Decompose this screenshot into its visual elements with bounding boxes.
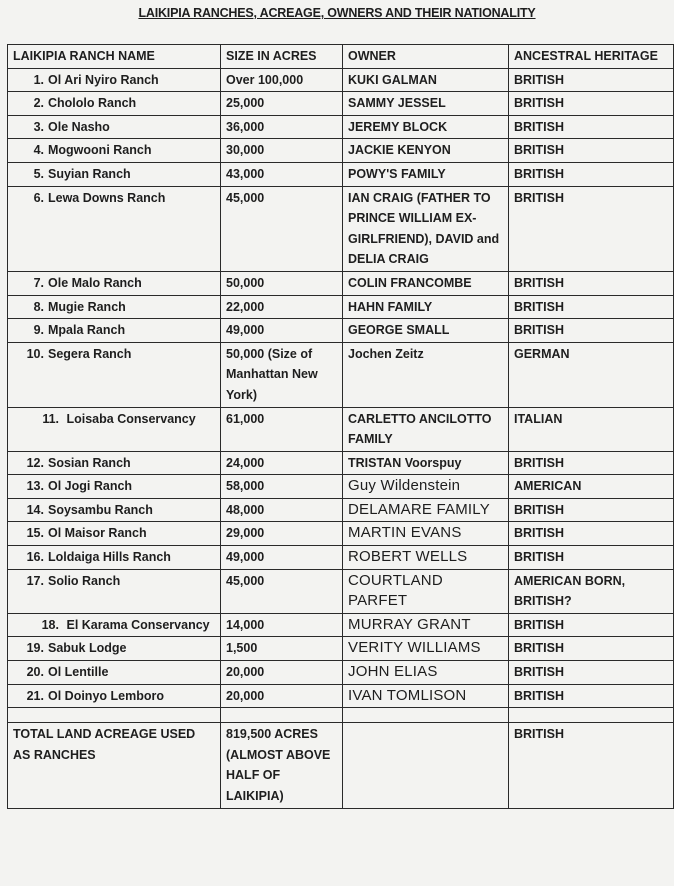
ranch-name-cell: 18. El Karama Conservancy [8,613,221,637]
header-size: SIZE IN ACRES [221,45,343,69]
ranch-name-cell: 13. Ol Jogi Ranch [8,475,221,499]
heritage-cell: GERMAN [509,342,674,407]
ranch-name-cell: 6. Lewa Downs Ranch [8,186,221,271]
size-cell: 49,000 [221,319,343,343]
heritage-cell: BRITISH [509,271,674,295]
table-row [8,569,674,613]
size-cell: 58,000 [221,475,343,499]
size-cell: 43,000 [221,162,343,186]
table-row [8,162,674,186]
size-cell: 20,000 [221,661,343,685]
owner-cell: ROBERT WELLS [343,546,509,570]
heritage-cell: BRITISH [509,451,674,475]
table-row [8,637,674,661]
table-row [8,546,674,570]
size-cell: 14,000 [221,613,343,637]
table-row [8,139,674,163]
owner-cell: COURTLAND PARFET [343,569,509,613]
heritage-cell: BRITISH [509,684,674,708]
owner-cell: HAHN FAMILY [343,295,509,319]
heritage-cell: BRITISH [509,319,674,343]
table-row [8,475,674,499]
owner-cell: VERITY WILLIAMS [343,637,509,661]
ranch-name-cell: 9. Mpala Ranch [8,319,221,343]
table-row [8,498,674,522]
table-row [8,613,674,637]
owner-cell: CARLETTO ANCILOTTO FAMILY [343,407,509,451]
table-row [8,342,674,407]
ranch-name-cell: 14. Soysambu Ranch [8,498,221,522]
owner-cell: COLIN FRANCOMBE [343,271,509,295]
size-cell: 49,000 [221,546,343,570]
table-row [8,92,674,116]
ranch-name-cell: 20. Ol Lentille [8,661,221,685]
owner-cell: Guy Wildenstein [343,475,509,499]
owner-cell: JACKIE KENYON [343,139,509,163]
table-row [8,319,674,343]
ranch-name-cell: 16. Loldaiga Hills Ranch [8,546,221,570]
table-row [8,407,674,451]
size-cell: 20,000 [221,684,343,708]
table-row [8,522,674,546]
heritage-cell: BRITISH [509,295,674,319]
ranch-name-cell: 17. Solio Ranch [8,569,221,613]
owner-cell: TRISTAN Voorspuy [343,451,509,475]
ranch-name-cell: 5. Suyian Ranch [8,162,221,186]
owner-cell: SAMMY JESSEL [343,92,509,116]
table-row [8,186,674,271]
table-row [8,661,674,685]
owner-cell: IVAN TOMLISON [343,684,509,708]
header-row [8,45,674,69]
ranch-name-cell: 12. Sosian Ranch [8,451,221,475]
heritage-cell: BRITISH [509,115,674,139]
owner-cell: POWY'S FAMILY [343,162,509,186]
header-ranch-name: LAIKIPIA RANCH NAME [8,45,221,69]
total-size: 819,500 ACRES (ALMOST ABOVE HALF OF LAIKIPIA) [221,723,343,808]
total-label: TOTAL LAND ACREAGE USED AS RANCHES [8,723,221,808]
ranch-name-cell: 19. Sabuk Lodge [8,637,221,661]
owner-cell: KUKI GALMAN [343,68,509,92]
owner-cell: JEREMY BLOCK [343,115,509,139]
size-cell: Over 100,000 [221,68,343,92]
owner-cell: IAN CRAIG (FATHER TO PRINCE WILLIAM EX-GIRLFRIEND), DAVID and DELIA CRAIG [343,186,509,271]
heritage-cell: BRITISH [509,522,674,546]
heritage-cell: BRITISH [509,661,674,685]
heritage-cell: BRITISH [509,139,674,163]
header-owner: OWNER [343,45,509,69]
table-row [8,115,674,139]
total-heritage: BRITISH [509,723,674,808]
owner-cell: DELAMARE FAMILY [343,498,509,522]
table-row [8,68,674,92]
heritage-cell: BRITISH [509,162,674,186]
header-heritage: ANCESTRAL HERITAGE [509,45,674,69]
heritage-cell: BRITISH [509,546,674,570]
size-cell: 45,000 [221,569,343,613]
table-row [8,451,674,475]
total-owner [343,723,509,808]
size-cell: 50,000 (Size of Manhattan New York) [221,342,343,407]
ranch-name-cell: 2. Chololo Ranch [8,92,221,116]
size-cell: 25,000 [221,92,343,116]
owner-cell: MURRAY GRANT [343,613,509,637]
size-cell: 50,000 [221,271,343,295]
size-cell: 48,000 [221,498,343,522]
table-row [8,271,674,295]
size-cell: 22,000 [221,295,343,319]
ranch-name-cell: 15. Ol Maisor Ranch [8,522,221,546]
size-cell: 24,000 [221,451,343,475]
size-cell: 29,000 [221,522,343,546]
size-cell: 45,000 [221,186,343,271]
size-cell: 61,000 [221,407,343,451]
owner-cell: JOHN ELIAS [343,661,509,685]
heritage-cell: BRITISH [509,613,674,637]
document-title: LAIKIPIA RANCHES, ACREAGE, OWNERS AND THEIR NATIONALITY [138,6,536,20]
heritage-cell: BRITISH [509,637,674,661]
heritage-cell: AMERICAN BORN, BRITISH? [509,569,674,613]
owner-cell: MARTIN EVANS [343,522,509,546]
ranch-name-cell: 10. Segera Ranch [8,342,221,407]
owner-cell: Jochen Zeitz [343,342,509,407]
ranch-name-cell: 4. Mogwooni Ranch [8,139,221,163]
size-cell: 1,500 [221,637,343,661]
heritage-cell: BRITISH [509,92,674,116]
ranch-name-cell: 21. Ol Doinyo Lemboro [8,684,221,708]
table-row [8,684,674,708]
ranch-name-cell: 3. Ole Nasho [8,115,221,139]
ranch-name-cell: 8. Mugie Ranch [8,295,221,319]
table-body [8,68,674,808]
size-cell: 36,000 [221,115,343,139]
heritage-cell: AMERICAN [509,475,674,499]
spacer-row [8,708,674,723]
table-row [8,295,674,319]
ranch-name-cell: 11. Loisaba Conservancy [8,407,221,451]
heritage-cell: BRITISH [509,498,674,522]
ranch-table [7,44,674,809]
heritage-cell: BRITISH [509,186,674,271]
owner-cell: GEORGE SMALL [343,319,509,343]
heritage-cell: BRITISH [509,68,674,92]
heritage-cell: ITALIAN [509,407,674,451]
ranch-name-cell: 7. Ole Malo Ranch [8,271,221,295]
total-row [8,723,674,808]
size-cell: 30,000 [221,139,343,163]
ranch-name-cell: 1. Ol Ari Nyiro Ranch [8,68,221,92]
